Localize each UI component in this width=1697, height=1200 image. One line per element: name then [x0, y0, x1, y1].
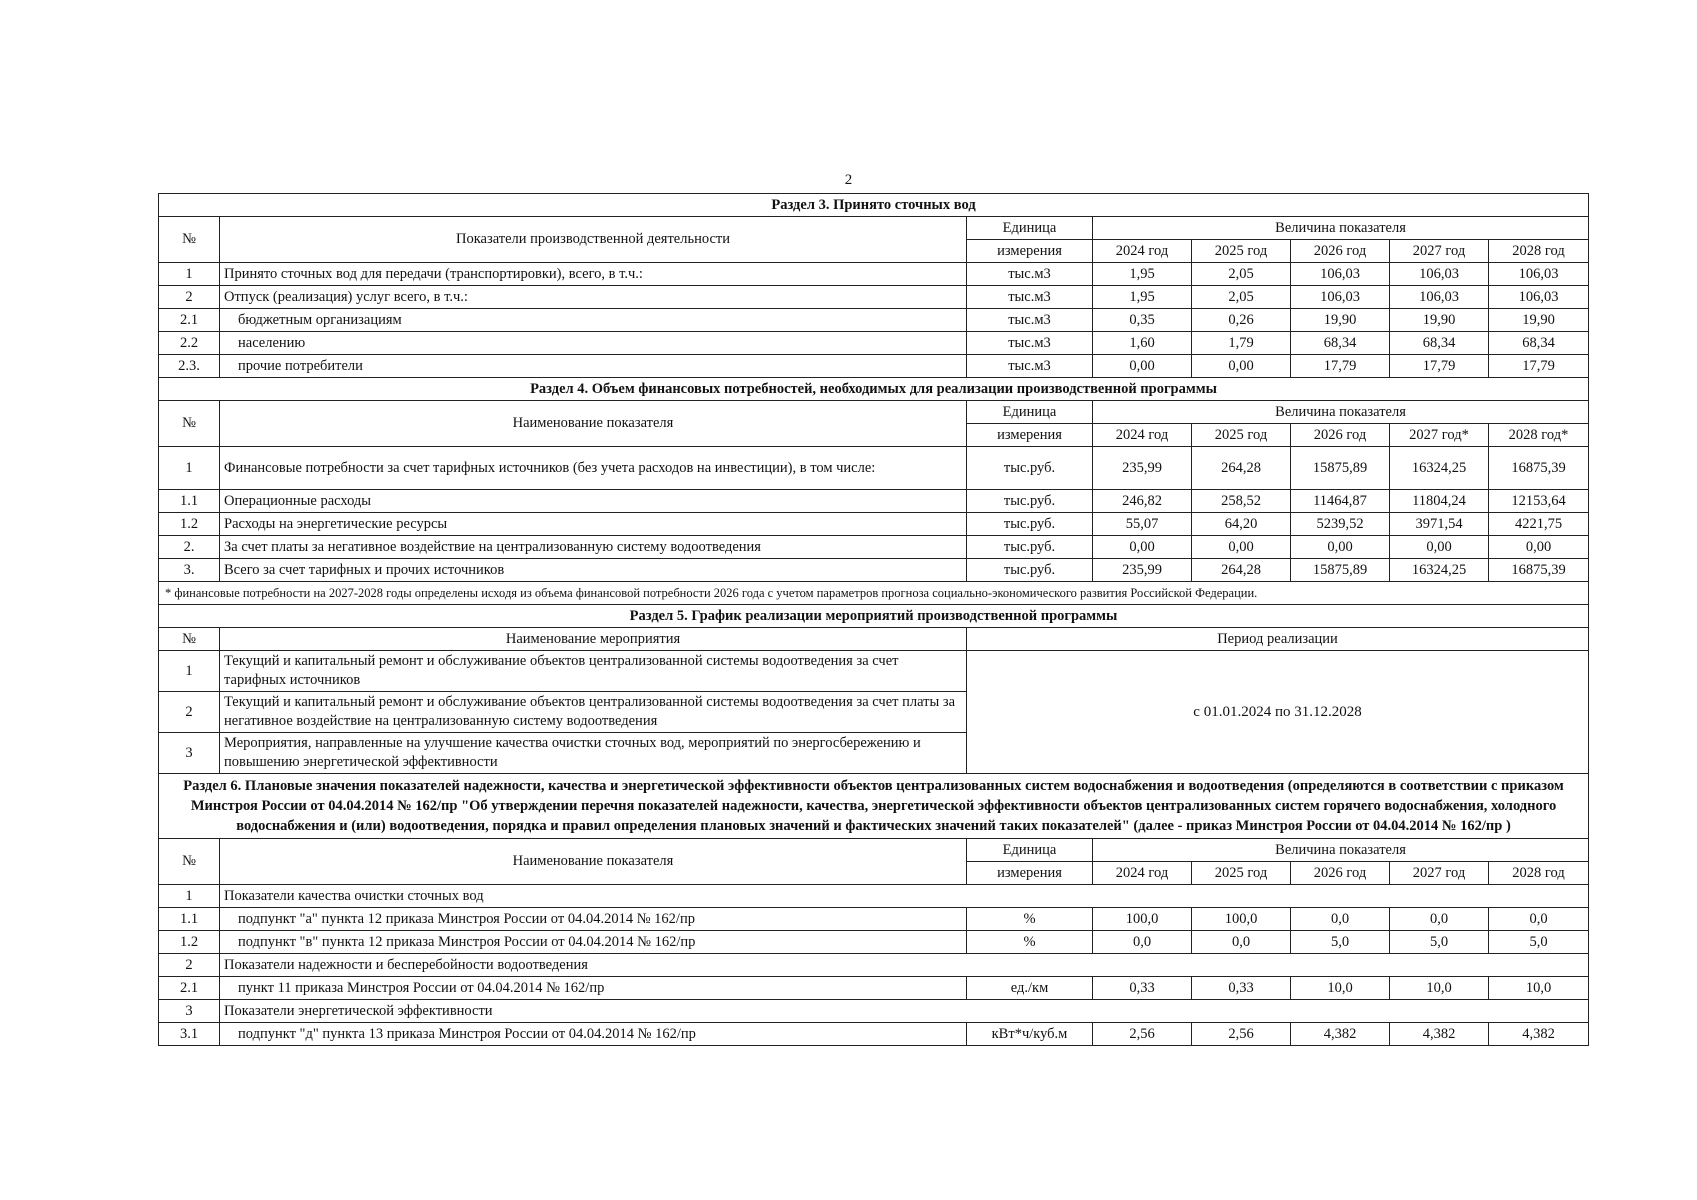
year-header: 2026 год — [1291, 862, 1390, 885]
row-value: 16324,25 — [1390, 447, 1489, 490]
row-value: 1,95 — [1093, 263, 1192, 286]
row-name: Показатели надежности и бесперебойности водоотведения — [220, 954, 1589, 977]
row-name: подпункт "в" пункта 12 приказа Минстроя России от 04.04.2014 № 162/пр — [220, 931, 967, 954]
row-unit: ед./км — [967, 977, 1093, 1000]
unit-header: Единица — [967, 839, 1093, 862]
header-row — [159, 839, 1589, 862]
value-header: Величина показателя — [1093, 217, 1589, 240]
row-value: 10,0 — [1390, 977, 1489, 1000]
num-header: № — [159, 217, 220, 263]
row-value: 235,99 — [1093, 447, 1192, 490]
section-title: Раздел 3. Принято сточных вод — [159, 194, 1589, 217]
value-header: Величина показателя — [1093, 839, 1589, 862]
row-value: 17,79 — [1390, 355, 1489, 378]
row-name: Принято сточных вод для передачи (транспортировки), всего, в т.ч.: — [220, 263, 967, 286]
row-name: Расходы на энергетические ресурсы — [220, 513, 967, 536]
row-number: 2 — [159, 954, 220, 977]
row-unit: тыс.м3 — [967, 355, 1093, 378]
row-name: За счет платы за негативное воздействие на централизованную систему водоотведения — [220, 536, 967, 559]
row-number: 1 — [159, 651, 220, 692]
row-value: 0,0 — [1291, 908, 1390, 931]
page-number: 2 — [844, 172, 853, 188]
row-number: 3 — [159, 733, 220, 774]
row-value: 19,90 — [1390, 309, 1489, 332]
row-value: 16875,39 — [1489, 447, 1589, 490]
section-title: Раздел 6. Плановые значения показателей надежности, качества и энергетической эффективности объектов централизованных систем водоснабжения и водоотведения (определяются в соответствии с приказом Минстроя России от 04.04.2014 № 162/пр "Об утверждении перечня показателей надежности, качества, энергетической эффективности объектов централизованных систем горячего водоснабжения, холодного водоснабжения и (или) водоотведения, порядка и правил определения плановых значений и фактических значений таких показателей" (далее - приказ Минстроя России от 04.04.2014 № 162/пр ) — [159, 774, 1589, 839]
table-row — [159, 286, 1589, 309]
year-header: 2027 год — [1390, 862, 1489, 885]
row-value: 0,35 — [1093, 309, 1192, 332]
row-value: 12153,64 — [1489, 490, 1589, 513]
row-number: 1.2 — [159, 931, 220, 954]
row-value: 100,0 — [1093, 908, 1192, 931]
row-value: 0,00 — [1093, 536, 1192, 559]
row-number: 2.1 — [159, 977, 220, 1000]
row-value: 2,05 — [1192, 263, 1291, 286]
row-value: 5,0 — [1489, 931, 1589, 954]
table-row — [159, 908, 1589, 931]
row-value: 106,03 — [1390, 286, 1489, 309]
row-value: 68,34 — [1390, 332, 1489, 355]
row-value: 5,0 — [1390, 931, 1489, 954]
section-title: Раздел 4. Объем финансовых потребностей, необходимых для реализации производственной программы — [159, 378, 1589, 401]
table-row — [159, 1023, 1589, 1046]
table-row — [159, 651, 1589, 692]
unit-header: измерения — [967, 424, 1093, 447]
row-unit: тыс.руб. — [967, 490, 1093, 513]
row-name: Финансовые потребности за счет тарифных источников (без учета расходов на инвестиции), в том числе: — [220, 447, 967, 490]
row-value: 5,0 — [1291, 931, 1390, 954]
table-row — [159, 513, 1589, 536]
row-value: 0,00 — [1192, 536, 1291, 559]
unit-header: измерения — [967, 862, 1093, 885]
row-number: 3.1 — [159, 1023, 220, 1046]
row-unit: тыс.м3 — [967, 263, 1093, 286]
row-value: 55,07 — [1093, 513, 1192, 536]
unit-header: Единица — [967, 217, 1093, 240]
row-number: 2.2 — [159, 332, 220, 355]
row-number: 3 — [159, 1000, 220, 1023]
period-value: с 01.01.2024 по 31.12.2028 — [967, 651, 1589, 774]
row-unit: тыс.руб. — [967, 536, 1093, 559]
row-number: 3. — [159, 559, 220, 582]
row-name: подпункт "а" пункта 12 приказа Минстроя России от 04.04.2014 № 162/пр — [220, 908, 967, 931]
row-value: 0,00 — [1489, 536, 1589, 559]
section-title-row — [159, 378, 1589, 401]
row-value: 1,60 — [1093, 332, 1192, 355]
year-header: 2027 год* — [1390, 424, 1489, 447]
row-unit: тыс.м3 — [967, 309, 1093, 332]
row-value: 0,0 — [1192, 931, 1291, 954]
table-row — [159, 490, 1589, 513]
table-row — [159, 931, 1589, 954]
table-row — [159, 263, 1589, 286]
header-row — [159, 628, 1589, 651]
header-row — [159, 401, 1589, 424]
row-name: Операционные расходы — [220, 490, 967, 513]
row-value: 17,79 — [1489, 355, 1589, 378]
row-number: 2 — [159, 286, 220, 309]
group-row — [159, 954, 1589, 977]
row-value: 0,26 — [1192, 309, 1291, 332]
year-header: 2024 год — [1093, 240, 1192, 263]
table-row — [159, 536, 1589, 559]
row-value: 16324,25 — [1390, 559, 1489, 582]
row-value: 5239,52 — [1291, 513, 1390, 536]
row-value: 4221,75 — [1489, 513, 1589, 536]
row-value: 106,03 — [1291, 286, 1390, 309]
row-number: 1 — [159, 885, 220, 908]
row-name: прочие потребители — [220, 355, 967, 378]
row-value: 100,0 — [1192, 908, 1291, 931]
unit-header: измерения — [967, 240, 1093, 263]
group-row — [159, 1000, 1589, 1023]
row-value: 0,0 — [1489, 908, 1589, 931]
section-title: Раздел 5. График реализации мероприятий производственной программы — [159, 605, 1589, 628]
production-program-table — [158, 193, 1589, 1046]
year-header: 2026 год — [1291, 424, 1390, 447]
row-unit: кВт*ч/куб.м — [967, 1023, 1093, 1046]
row-value: 0,0 — [1093, 931, 1192, 954]
year-header: 2025 год — [1192, 424, 1291, 447]
row-value: 64,20 — [1192, 513, 1291, 536]
row-name: Показатели качества очистки сточных вод — [220, 885, 1589, 908]
row-value: 258,52 — [1192, 490, 1291, 513]
row-value: 1,79 — [1192, 332, 1291, 355]
year-header: 2024 год — [1093, 424, 1192, 447]
row-value: 3971,54 — [1390, 513, 1489, 536]
value-header: Величина показателя — [1093, 401, 1589, 424]
row-unit: % — [967, 908, 1093, 931]
row-value: 15875,89 — [1291, 447, 1390, 490]
row-number: 1.2 — [159, 513, 220, 536]
row-number: 2 — [159, 692, 220, 733]
row-number: 1.1 — [159, 908, 220, 931]
row-value: 16875,39 — [1489, 559, 1589, 582]
name-header: Наименование показателя — [220, 839, 967, 885]
year-header: 2024 год — [1093, 862, 1192, 885]
row-unit: % — [967, 931, 1093, 954]
table-row — [159, 355, 1589, 378]
row-name: бюджетным организациям — [220, 309, 967, 332]
row-name: подпункт "д" пункта 13 приказа Минстроя России от 04.04.2014 № 162/пр — [220, 1023, 967, 1046]
year-header: 2028 год* — [1489, 424, 1589, 447]
table-row — [159, 559, 1589, 582]
row-name: пункт 11 приказа Минстроя России от 04.04.2014 № 162/пр — [220, 977, 967, 1000]
row-unit: тыс.руб. — [967, 447, 1093, 490]
row-name: Показатели энергетической эффективности — [220, 1000, 1589, 1023]
num-header: № — [159, 628, 220, 651]
row-value: 10,0 — [1489, 977, 1589, 1000]
row-value: 0,00 — [1093, 355, 1192, 378]
section-title-row — [159, 605, 1589, 628]
row-number: 1 — [159, 447, 220, 490]
header-row — [159, 217, 1589, 240]
row-value: 10,0 — [1291, 977, 1390, 1000]
row-unit: тыс.м3 — [967, 286, 1093, 309]
row-value: 235,99 — [1093, 559, 1192, 582]
row-value: 0,00 — [1390, 536, 1489, 559]
row-value: 264,28 — [1192, 559, 1291, 582]
row-unit: тыс.руб. — [967, 559, 1093, 582]
row-value: 2,56 — [1093, 1023, 1192, 1046]
row-value: 246,82 — [1093, 490, 1192, 513]
row-value: 2,56 — [1192, 1023, 1291, 1046]
num-header: № — [159, 839, 220, 885]
row-value: 68,34 — [1489, 332, 1589, 355]
row-value: 106,03 — [1291, 263, 1390, 286]
group-row — [159, 885, 1589, 908]
row-value: 1,95 — [1093, 286, 1192, 309]
unit-header: Единица — [967, 401, 1093, 424]
year-header: 2026 год — [1291, 240, 1390, 263]
row-value: 0,00 — [1291, 536, 1390, 559]
row-name: Всего за счет тарифных и прочих источников — [220, 559, 967, 582]
row-number: 1 — [159, 263, 220, 286]
row-unit: тыс.м3 — [967, 332, 1093, 355]
row-unit: тыс.руб. — [967, 513, 1093, 536]
year-header: 2028 год — [1489, 862, 1589, 885]
row-name: населению — [220, 332, 967, 355]
row-value: 4,382 — [1291, 1023, 1390, 1046]
row-value: 106,03 — [1489, 263, 1589, 286]
section-title-row — [159, 194, 1589, 217]
row-value: 0,00 — [1192, 355, 1291, 378]
row-name: Текущий и капитальный ремонт и обслуживание объектов централизованной системы водоотведения за счет платы за негативное воздействие на централизованную систему водоотведения — [220, 692, 967, 733]
row-value: 106,03 — [1390, 263, 1489, 286]
row-name: Текущий и капитальный ремонт и обслуживание объектов централизованной системы водоотведения за счет тарифных источников — [220, 651, 967, 692]
row-value: 11464,87 — [1291, 490, 1390, 513]
row-value: 4,382 — [1390, 1023, 1489, 1046]
table-row — [159, 309, 1589, 332]
name-header: Показатели производственной деятельности — [220, 217, 967, 263]
year-header: 2028 год — [1489, 240, 1589, 263]
row-value: 0,0 — [1390, 908, 1489, 931]
row-value: 19,90 — [1489, 309, 1589, 332]
num-header: № — [159, 401, 220, 447]
row-number: 1.1 — [159, 490, 220, 513]
row-number: 2.1 — [159, 309, 220, 332]
table-row — [159, 977, 1589, 1000]
footnote: * финансовые потребности на 2027-2028 годы определены исходя из объема финансовой потребности 2026 года с учетом параметров прогноза социально-экономического развития Российской Федерации. — [159, 582, 1589, 605]
row-value: 15875,89 — [1291, 559, 1390, 582]
row-value: 19,90 — [1291, 309, 1390, 332]
row-value: 0,33 — [1093, 977, 1192, 1000]
year-header: 2025 год — [1192, 862, 1291, 885]
row-name: Отпуск (реализация) услуг всего, в т.ч.: — [220, 286, 967, 309]
row-value: 2,05 — [1192, 286, 1291, 309]
year-header: 2027 год — [1390, 240, 1489, 263]
row-value: 4,382 — [1489, 1023, 1589, 1046]
table-row — [159, 447, 1589, 490]
row-value: 11804,24 — [1390, 490, 1489, 513]
period-header: Период реализации — [967, 628, 1589, 651]
note-row — [159, 582, 1589, 605]
row-value: 0,33 — [1192, 977, 1291, 1000]
row-number: 2. — [159, 536, 220, 559]
row-value: 68,34 — [1291, 332, 1390, 355]
row-value: 106,03 — [1489, 286, 1589, 309]
table-row — [159, 332, 1589, 355]
row-value: 264,28 — [1192, 447, 1291, 490]
name-header: Наименование мероприятия — [220, 628, 967, 651]
section-title-row — [159, 774, 1589, 839]
name-header: Наименование показателя — [220, 401, 967, 447]
year-header: 2025 год — [1192, 240, 1291, 263]
row-number: 2.3. — [159, 355, 220, 378]
row-value: 17,79 — [1291, 355, 1390, 378]
row-name: Мероприятия, направленные на улучшение качества очистки сточных вод, мероприятий по энергосбережению и повышению энергетической эффективности — [220, 733, 967, 774]
